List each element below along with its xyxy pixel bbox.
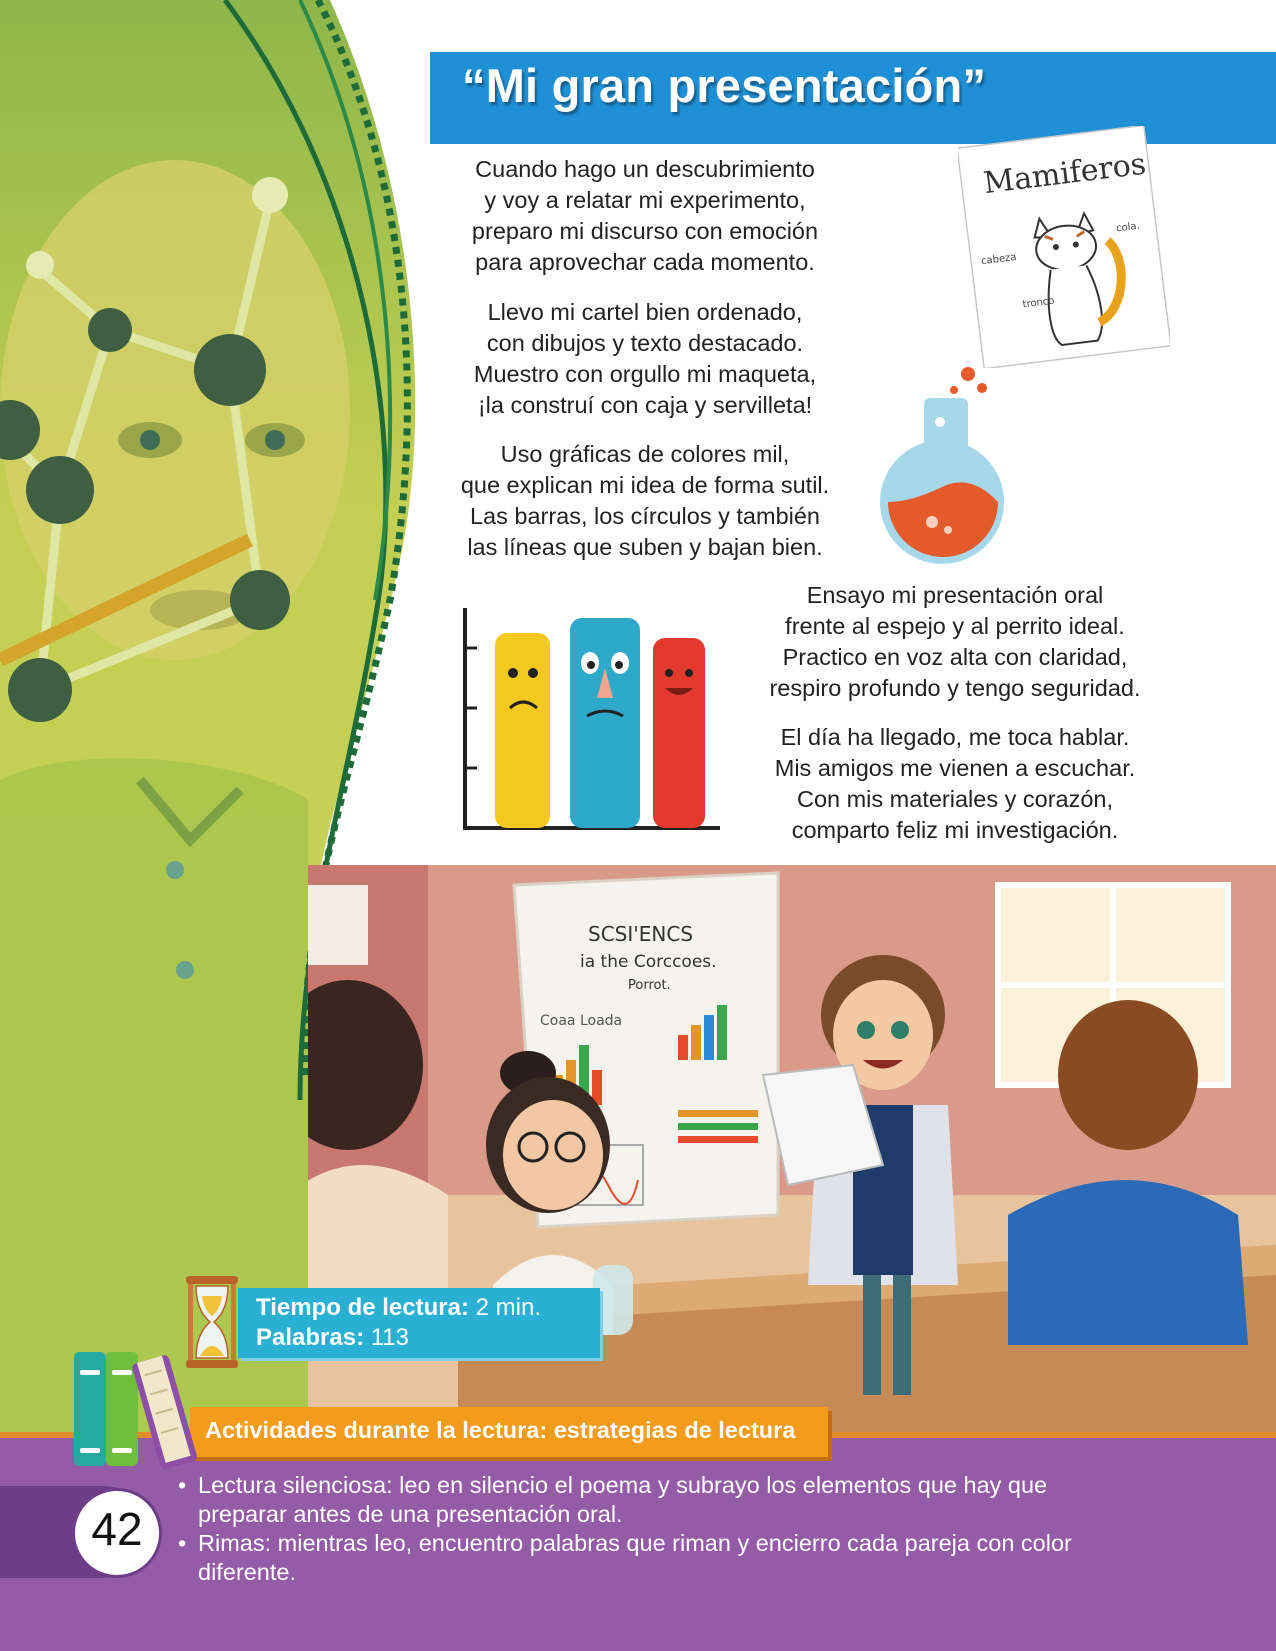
poem-line: Mis amigos me vienen a escuchar.	[774, 755, 1136, 781]
poem-stanza-3	[430, 439, 860, 563]
activity-item-text: diferente.	[198, 1559, 296, 1585]
word-count-label: Palabras:	[256, 1324, 365, 1351]
poem-stanza-5	[735, 722, 1175, 846]
poem-line: El día ha llegado, me toca hablar.	[780, 724, 1130, 750]
activity-item-2: • Rimas: mientras leo, encuentro palabras que riman y encierro cada pareja con color diferente.	[178, 1529, 1178, 1587]
activity-item-text: Rimas: mientras leo, encuentro palabras que riman y encierro cada pareja con color	[198, 1530, 1072, 1556]
page-number: 42	[91, 1503, 143, 1555]
poem-line: y voy a relatar mi experimento,	[484, 187, 806, 213]
activity-item-1: • Lectura silenciosa: leo en silencio el poema y subrayo los elementos que hay que preparar antes de una presentación oral.	[178, 1471, 1178, 1529]
activity-item-text: Lectura silenciosa: leo en silencio el poema y subrayo los elementos que hay que	[198, 1472, 1048, 1498]
board-line-1: SCSI'ENCS	[588, 922, 694, 946]
board-line-3: Porrot.	[628, 978, 671, 993]
poem-line: Llevo mi cartel bien ordenado,	[487, 299, 803, 325]
board-sub: Coaa Loada	[540, 1013, 623, 1029]
poem-line: Con mis materiales y corazón,	[796, 786, 1114, 812]
poem-line: respiro profundo y tengo seguridad.	[769, 675, 1141, 701]
poem-line: Muestro con orgullo mi maqueta,	[473, 361, 817, 387]
label-tronco: tronco	[1022, 295, 1056, 311]
reading-info-box	[238, 1288, 600, 1358]
poem-line: Uso gráficas de colores mil,	[500, 441, 790, 467]
bar-characters-illustration	[455, 598, 725, 848]
poem-line: Ensayo mi presentación oral	[806, 582, 1104, 608]
activity-item-text: preparar antes de una presentación oral.	[198, 1501, 623, 1527]
poem-line: para aprovechar cada momento.	[475, 249, 815, 275]
mammal-drawing	[958, 126, 1170, 368]
word-count	[256, 1324, 409, 1352]
page-title: “Mi gran presentación”	[462, 59, 987, 112]
poem-line: ¡la construí con caja y servilleta!	[477, 392, 813, 418]
poem-line: las líneas que suben y bajan bien.	[467, 534, 823, 560]
word-count-value: 113	[370, 1324, 409, 1351]
board-line-2: ia the Corccoes.	[580, 952, 717, 972]
mammal-heading: Mamiferos	[981, 146, 1148, 202]
poem-line: con dibujos y texto destacado.	[486, 330, 804, 356]
reading-time	[256, 1294, 541, 1322]
books-icon	[70, 1340, 205, 1472]
poem-stanza-2	[430, 297, 860, 421]
label-cola: cola.	[1115, 220, 1141, 235]
poem-line: Las barras, los círculos y también	[469, 503, 821, 529]
reading-time-value: 2 min.	[475, 1294, 541, 1321]
flask-icon	[870, 362, 1020, 572]
poem-stanza-4	[735, 580, 1175, 704]
poem-line: que explican mi idea de forma sutil.	[460, 472, 830, 498]
activities-heading: Actividades durante la lectura: estrategias de lectura	[205, 1417, 796, 1443]
poem-line: Practico en voz alta con claridad,	[782, 644, 1128, 670]
poem-line: comparto feliz mi investigación.	[791, 817, 1119, 843]
reading-time-label: Tiempo de lectura:	[256, 1294, 469, 1321]
poem-line: Cuando hago un descubrimiento	[475, 156, 815, 182]
poem-line: preparo mi discurso con emoción	[471, 218, 819, 244]
poem-stanza-1	[430, 154, 860, 278]
poem-line: frente al espejo y al perrito ideal.	[785, 613, 1125, 639]
label-cabeza: cabeza	[980, 251, 1018, 268]
